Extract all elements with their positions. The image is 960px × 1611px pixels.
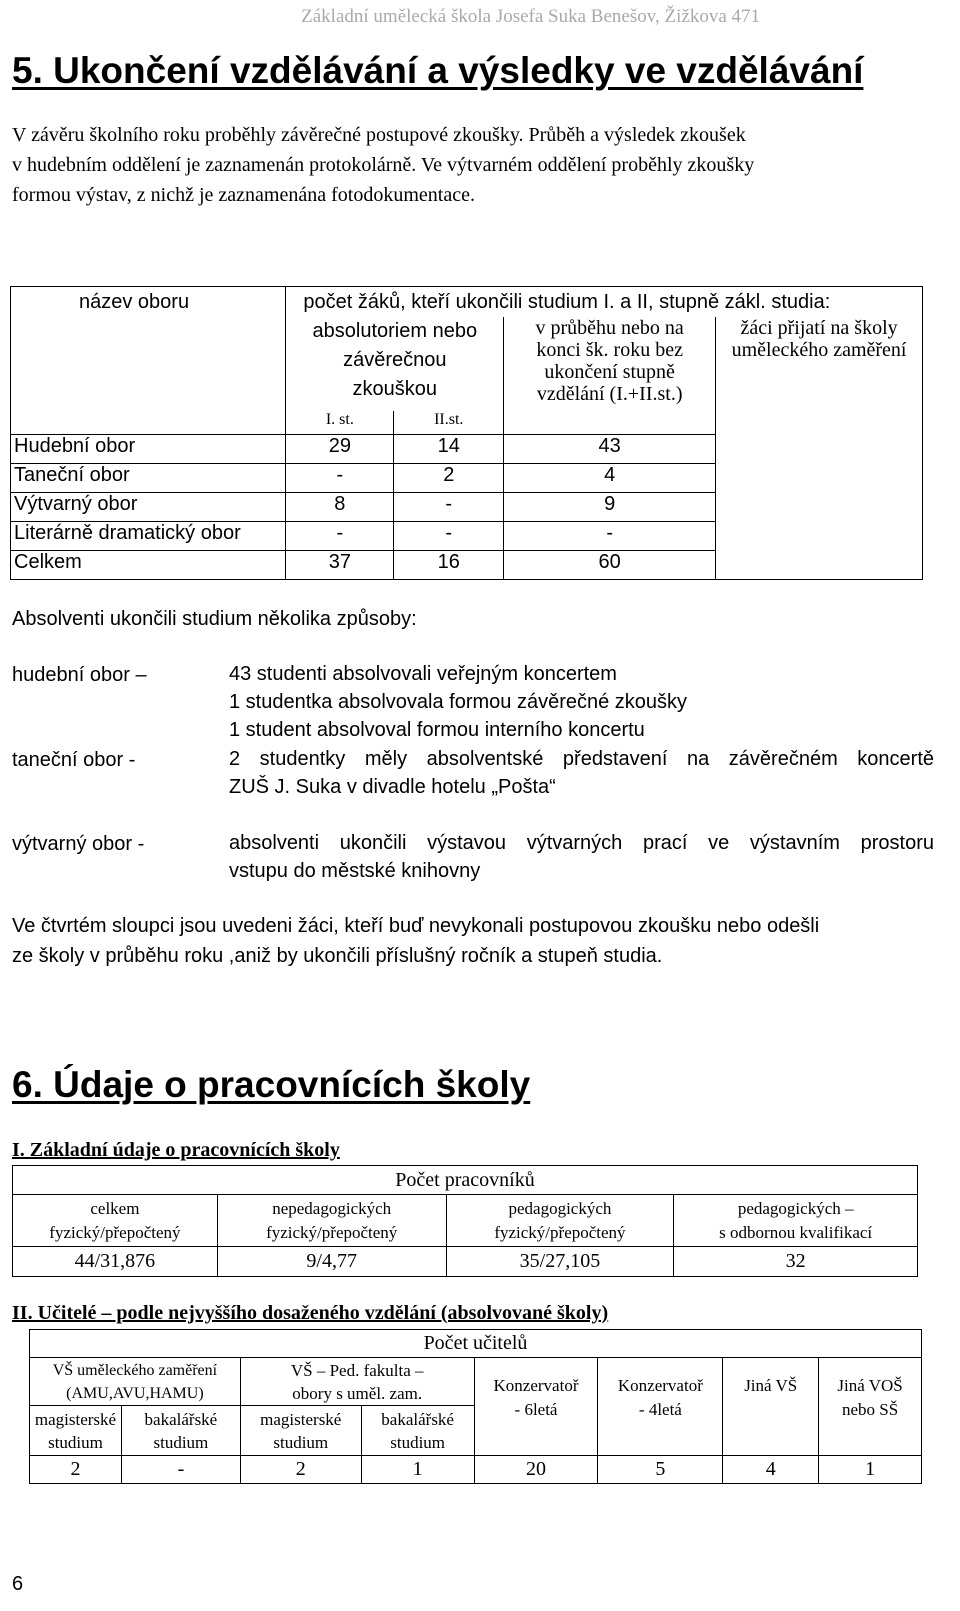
teachers-table bbox=[29, 1329, 922, 1484]
header-st2: II.st. bbox=[394, 411, 504, 435]
staff-col-nonped: nepedagogických fyzický/přepočtený bbox=[217, 1195, 446, 1247]
header-during-year: v průběhu nebo na konci šk. roku bez ukončení stupně vzdělání (I.+II.st.) bbox=[504, 317, 716, 435]
row-st2: - bbox=[394, 522, 504, 551]
staff-table bbox=[12, 1165, 918, 1277]
group-art-university: VŠ uměleckého zaměření (AMU,AVU,HAMU) bbox=[30, 1358, 241, 1406]
intro-line: v hudebním oddělení je zaznamenán protokolárně. Ve výtvarném oddělení proběhly zkoušky bbox=[12, 154, 755, 176]
row-name: Literárně dramatický obor bbox=[11, 522, 286, 551]
grad-art-label: výtvarný obor - bbox=[12, 833, 145, 855]
row-st2: 14 bbox=[394, 435, 504, 464]
staff-value: 44/31,876 bbox=[13, 1247, 218, 1277]
sub-bachelor: bakalářské studium bbox=[121, 1406, 240, 1456]
row-st2: - bbox=[394, 493, 504, 522]
graduates-intro: Absolventi ukončili studium několika způsoby: bbox=[12, 608, 417, 630]
col-kons-4: Konzervatoř - 4letá bbox=[598, 1358, 723, 1456]
grad-music-text: 43 studenti absolvovali veřejným koncertem 1 studentka absolvovala formou závěrečné zkoušky 1 student absolvoval formou interního koncertu bbox=[229, 663, 688, 741]
row-st1: - bbox=[286, 522, 394, 551]
row-during: 9 bbox=[504, 493, 716, 522]
page-number: 6 bbox=[12, 1573, 24, 1595]
row-during: 43 bbox=[504, 435, 716, 464]
row-st1: 37 bbox=[286, 551, 394, 580]
row-name: Taneční obor bbox=[11, 464, 286, 493]
row-during: - bbox=[504, 522, 716, 551]
staff-value: 35/27,105 bbox=[446, 1247, 674, 1277]
row-st1: - bbox=[286, 464, 394, 493]
staff-value: 32 bbox=[674, 1247, 918, 1277]
staff-heading: I. Základní údaje o pracovnících školy bbox=[12, 1139, 340, 1161]
grad-dance-text: 2 studentky měly absolventské představení na závěrečném koncertě ZUŠ J. Suka v divadle hotelu „Pošta“ bbox=[229, 748, 934, 798]
row-st1: 8 bbox=[286, 493, 394, 522]
grad-dance-label: taneční obor - bbox=[12, 749, 136, 771]
completion-table bbox=[10, 286, 923, 580]
header-group: počet žáků, kteří ukončili studium I. a II, stupně zákl. studia: bbox=[286, 287, 923, 317]
section-5-title: 5. Ukončení vzdělávání a výsledky ve vzdělávání bbox=[12, 50, 864, 91]
section-6-title: 6. Údaje o pracovnících školy bbox=[12, 1064, 531, 1105]
staff-caption: Počet pracovníků bbox=[13, 1166, 918, 1195]
sub-master: magisterské studium bbox=[240, 1406, 361, 1456]
row-name: Výtvarný obor bbox=[11, 493, 286, 522]
note-paragraph: Ve čtvrtém sloupci jsou uvedeni žáci, kteří buď nevykonali postupovou zkoušku nebo odešli ze školy v průběhu roku ,aniž by ukončili příslušný ročník a stupeň studia. bbox=[12, 915, 820, 967]
row-name: Celkem bbox=[11, 551, 286, 580]
teachers-value: 2 bbox=[240, 1456, 361, 1484]
col-other-school: Jiná VOŠ nebo SŠ bbox=[819, 1358, 922, 1456]
sub-bachelor: bakalářské studium bbox=[361, 1406, 474, 1456]
teachers-value: 1 bbox=[819, 1456, 922, 1484]
intro-paragraph bbox=[12, 120, 942, 210]
teachers-values-row bbox=[30, 1456, 922, 1484]
staff-col-ped: pedagogických fyzický/přepočtený bbox=[446, 1195, 674, 1247]
teachers-value: 2 bbox=[30, 1456, 122, 1484]
grad-music-label: hudební obor – bbox=[12, 664, 147, 686]
header-st1: I. st. bbox=[286, 411, 394, 435]
teachers-value: 1 bbox=[361, 1456, 474, 1484]
teachers-value: 5 bbox=[598, 1456, 723, 1484]
teachers-value: 20 bbox=[474, 1456, 598, 1484]
col-kons-6: Konzervatoř - 6letá bbox=[474, 1358, 598, 1456]
row-st1: 29 bbox=[286, 435, 394, 464]
row-st2: 2 bbox=[394, 464, 504, 493]
row-during: 4 bbox=[504, 464, 716, 493]
row-st2: 16 bbox=[394, 551, 504, 580]
teachers-heading: II. Učitelé – podle nejvyššího dosaženého vzdělání (absolvované školy) bbox=[12, 1302, 609, 1324]
group-ped-faculty: VŠ – Ped. fakulta – obory s uměl. zam. bbox=[240, 1358, 474, 1406]
header-absolutorium: absolutoriem nebo závěrečnou zkouškou bbox=[286, 317, 504, 411]
staff-values-row bbox=[13, 1247, 918, 1277]
grad-art-text: absolventi ukončili výstavou výtvarných prací ve výstavním prostoru vstupu do městské knihovny bbox=[229, 832, 934, 882]
row-name: Hudební obor bbox=[11, 435, 286, 464]
staff-value: 9/4,77 bbox=[217, 1247, 446, 1277]
teachers-caption: Počet učitelů bbox=[30, 1330, 922, 1358]
intro-line: V závěru školního roku proběhly závěrečné postupové zkoušky. Průběh a výsledek zkoušek bbox=[12, 124, 746, 146]
page-header-school: Základní umělecká škola Josefa Suka Benešov, Žižkova 471 bbox=[301, 6, 760, 27]
staff-col-total: celkem fyzický/přepočtený bbox=[13, 1195, 218, 1247]
col-other-university: Jiná VŠ bbox=[723, 1358, 819, 1456]
teachers-value: - bbox=[121, 1456, 240, 1484]
intro-line: formou výstav, z nichž je zaznamenána fotodokumentace. bbox=[12, 184, 475, 206]
header-admitted: žáci přijatí na školy uměleckého zaměření bbox=[716, 317, 923, 580]
sub-master: magisterské studium bbox=[30, 1406, 122, 1456]
row-during: 60 bbox=[504, 551, 716, 580]
teachers-value: 4 bbox=[723, 1456, 819, 1484]
staff-col-qualified: pedagogických – s odbornou kvalifikací bbox=[674, 1195, 918, 1247]
header-field-name: název oboru bbox=[11, 287, 286, 435]
